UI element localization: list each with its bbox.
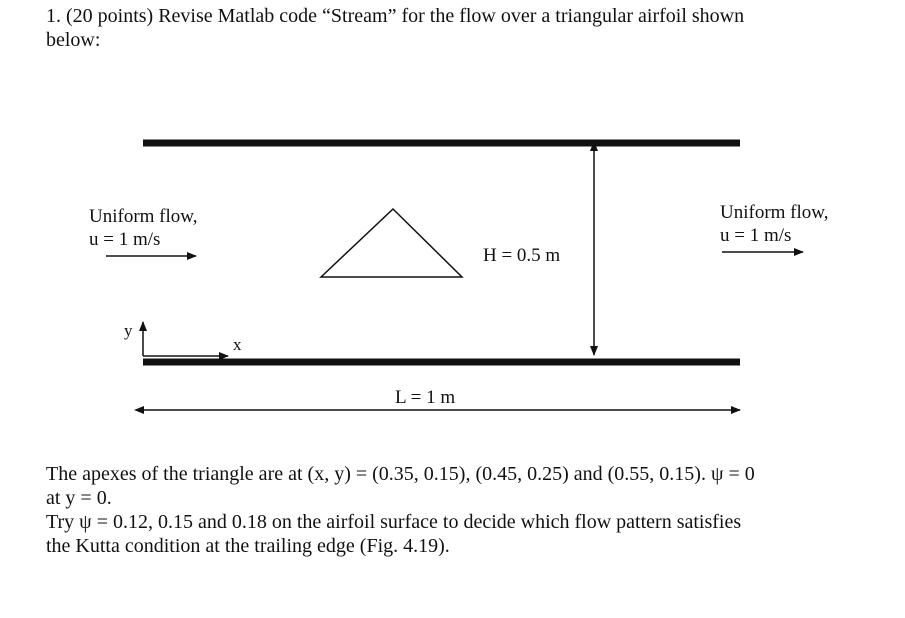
outlet-label	[720, 202, 829, 247]
inlet-label	[89, 206, 198, 251]
statement-line: Try ψ = 0.12, 0.15 and 0.18 on the airfoil surface to decide which flow pattern satisfies	[46, 511, 742, 533]
statement-line: at y = 0.	[46, 487, 112, 509]
x-axis-label: x	[233, 335, 242, 354]
statement-line: The apexes of the triangle are at (x, y) = (0.35, 0.15), (0.45, 0.25) and (0.55, 0.15). ψ = 0	[46, 463, 755, 485]
outlet-label-line: u = 1 m/s	[720, 225, 792, 246]
triangular-airfoil	[321, 209, 462, 277]
inlet-label-line: u = 1 m/s	[89, 229, 161, 250]
question-title-line: below:	[46, 29, 101, 51]
statement-line: the Kutta condition at the trailing edge (Fig. 4.19).	[46, 535, 450, 557]
outlet-label-line: Uniform flow,	[720, 202, 829, 223]
height-label: H = 0.5 m	[483, 245, 561, 266]
y-axis-label: y	[124, 321, 133, 340]
problem-statement	[46, 462, 886, 558]
inlet-label-line: Uniform flow,	[89, 206, 198, 227]
length-label: L = 1 m	[395, 387, 456, 408]
question-title-line: 1. (20 points) Revise Matlab code “Stream” for the flow over a triangular airfoil shown	[46, 5, 745, 27]
